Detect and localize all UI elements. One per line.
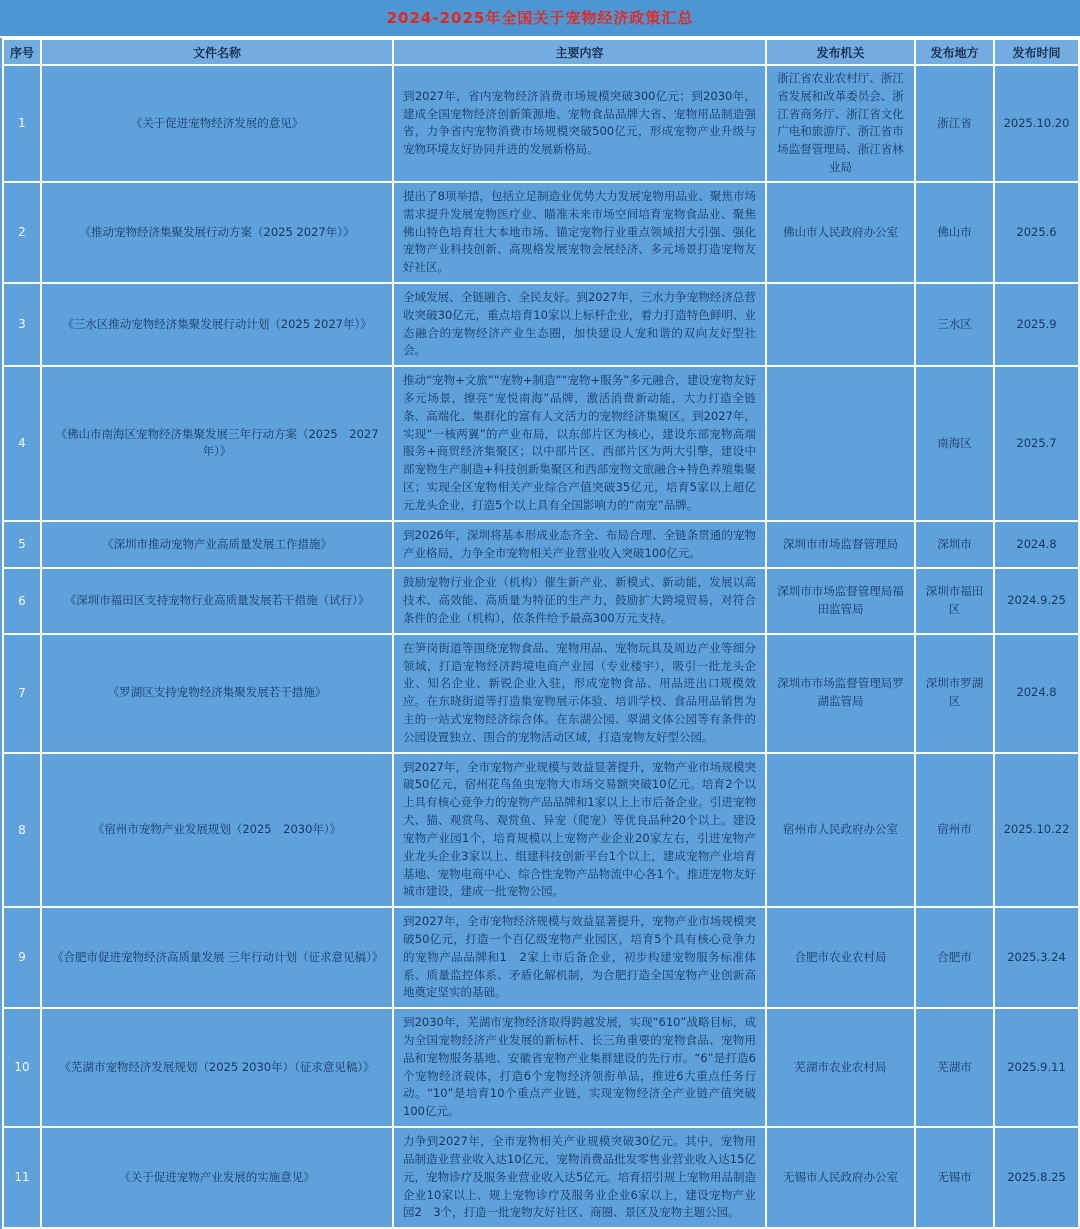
page-title: 2024-2025年全国关于宠物经济政策汇总 <box>0 0 1080 38</box>
table-row <box>3 283 1079 366</box>
issuing-agency-header: 发布机关 <box>766 39 915 65</box>
main-content-cell: 提出了8项举措，包括立足制造业优势大力发展宠物用品业、聚焦市场需求提升发展宠物医疗业、瞄准未来市场空间培育宠物食品业、聚焦佛山特色培育壮大本地市场、锚定宠物行业重点领域招大引强、强化宠物产业科技创新、高规格发展宠物会展经济、多元场景打造宠物友好社区。 <box>393 182 766 283</box>
file-name-cell: 《宿州市宠物产业发展规划（2025 2030年）》 <box>41 753 393 908</box>
table-row <box>3 521 1079 569</box>
row-number-cell: 5 <box>3 521 41 569</box>
row-number-cell: 10 <box>3 1008 41 1127</box>
row-number-cell: 3 <box>3 283 41 366</box>
issue-date-cell: 2025.7 <box>994 366 1079 521</box>
main-content-cell: 力争到2027年，全市宠物相关产业规模突破30亿元。其中，宠物用品制造业营业收入达10亿元，宠物消费品批发零售业营业收入达15亿元，宠物诊疗及服务业营业收入达5亿元。培育招引规上宠物用品制造企业10家以上、规上宠物诊疗及服务业企业6家以上，建设宠物产业园2 3个，打造一批宠物友好社区、商圈、景区及宠物主题公园。 <box>393 1127 766 1228</box>
table-row <box>3 907 1079 1008</box>
main-content-cell: 推动“宠物+文旅”“宠物+制造”“宠物+服务”多元融合，建设宠物友好多元场景，擦亮“宠悦南海”品牌，激活消费新动能，大力打造全链条、高端化、集群化的富有人文活力的宠物经济集聚区。到2027年，实现“一核两翼”的产业布局，以东部片区为核心，建设东部宠物高端服务+商贸经济集聚区；以中部片区、西部片区为两大引擎，建设中部宠物生产制造+科技创新集聚区和西部宠物文旅融合+特色养殖集聚区；实现全区宠物相关产业综合产值突破35亿元，培育5家以上超亿元龙头企业，打造5个以上具有全国影响力的“南宠”品牌。 <box>393 366 766 521</box>
table-row <box>3 182 1079 283</box>
issuing-agency-cell: 深圳市市场监督管理局福田监管局 <box>766 568 915 633</box>
file-name-cell: 《深圳市推动宠物产业高质量发展工作措施》 <box>41 521 393 569</box>
issuing-place-cell: 深圳市罗湖区 <box>915 634 994 753</box>
issuing-agency-cell: 无锡市人民政府办公室 <box>766 1127 915 1228</box>
row-number-cell: 4 <box>3 366 41 521</box>
issuing-place-cell: 合肥市 <box>915 907 994 1008</box>
issue-date-cell: 2025.3.24 <box>994 907 1079 1008</box>
issue-date-cell: 2025.10.22 <box>994 753 1079 908</box>
issuing-place-cell: 宿州市 <box>915 753 994 908</box>
policy-table <box>2 38 1080 1229</box>
main-content-cell: 到2027年，全市宠物产业规模与效益显著提升，宠物产业市场规模突破50亿元，宿州花鸟鱼虫宠物大市场交易额突破10亿元。培育2个以上具有核心竞争力的宠物产品品牌和1家以上上市后备企业。引进宠物犬、猫、观赏鸟、观赏鱼、异宠（爬宠）等优良品种20个以上。建设宠物产业园1个，培育规模以上宠物产业企业20家左右，引进宠物产业龙头企业3家以上、组建科技创新平台1个以上，建成宠物产业培育基地、宠物电商中心、综合性宠物产品物流中心各1个。推进宠物友好城市建设，建成一批宠物公园。 <box>393 753 766 908</box>
issuing-agency-cell: 合肥市农业农村局 <box>766 907 915 1008</box>
row-number-cell: 1 <box>3 65 41 182</box>
issuing-place-cell: 佛山市 <box>915 182 994 283</box>
row-number-header: 序号 <box>3 39 41 65</box>
issue-date-cell: 2025.8.25 <box>994 1127 1079 1228</box>
issue-date-header: 发布时间 <box>994 39 1079 65</box>
row-number-cell: 8 <box>3 753 41 908</box>
issuing-agency-cell: 芜湖市农业农村局 <box>766 1008 915 1127</box>
row-number-cell: 9 <box>3 907 41 1008</box>
main-content-cell: 全域发展、全链融合、全民友好。到2027年，三水力争宠物经济总营收突破30亿元，重点培育10家以上标杆企业，着力打造特色鲜明、业态融合的宠物经济产业生态圈，加快建设人宠和谐的双向友好型社会。 <box>393 283 766 366</box>
file-name-cell: 《深圳市福田区支持宠物行业高质量发展若干措施（试行）》 <box>41 568 393 633</box>
row-number-cell: 11 <box>3 1127 41 1228</box>
main-content-cell: 到2027年，全市宠物经济规模与效益显著提升，宠物产业市场规模突破50亿元，打造一个百亿级宠物产业园区，培育5个具有核心竞争力的宠物产品品牌和1 2家上市后备企业，初步构建宠物服务标准体系、质量监控体系、矛盾化解机制，为合肥打造全国宠物产业创新高地奠定坚实的基础。 <box>393 907 766 1008</box>
issuing-place-cell: 深圳市 <box>915 521 994 569</box>
table-row <box>3 366 1079 521</box>
issuing-place-header: 发布地方 <box>915 39 994 65</box>
file-name-header: 文件名称 <box>41 39 393 65</box>
file-name-cell: 《佛山市南海区宠物经济集聚发展三年行动方案（2025 2027年）》 <box>41 366 393 521</box>
issuing-place-cell: 浙江省 <box>915 65 994 182</box>
file-name-cell: 《关于促进宠物经济发展的意见》 <box>41 65 393 182</box>
main-content-cell: 到2030年，芜湖市宠物经济取得跨越发展，实现“610”战略目标，成为全国宠物经济产业发展的新标杆、长三角重要的宠物食品、宠物用品和宠物服务基地、安徽省宠物产业集群建设的先行市。“6”是打造6个宠物经济载体，打造6个宠物经济领衔单品，推进6大重点任务行动。“10”是培育10个重点产业链，实现宠物经济全产业链产值突破100亿元。 <box>393 1008 766 1127</box>
issuing-agency-cell: 浙江省农业农村厅、浙江省发展和改革委员会、浙江省商务厅、浙江省文化广电和旅游厅、浙江省市场监督管理局、浙江省林业局 <box>766 65 915 182</box>
row-number-cell: 7 <box>3 634 41 753</box>
table-row <box>3 1008 1079 1127</box>
issuing-agency-cell: 佛山市人民政府办公室 <box>766 182 915 283</box>
main-content-cell: 鼓励宠物行业企业（机构）催生新产业、新模式、新动能，发展以高技术、高效能、高质量为特征的生产力，鼓励扩大跨境贸易，对符合条件的企业（机构），依条件给予最高300万元支持。 <box>393 568 766 633</box>
issuing-agency-cell: 宿州市人民政府办公室 <box>766 753 915 908</box>
table-row <box>3 65 1079 182</box>
issuing-place-cell: 三水区 <box>915 283 994 366</box>
issue-date-cell: 2024.9.25 <box>994 568 1079 633</box>
main-content-cell: 到2027年，省内宠物经济消费市场规模突破300亿元；到2030年，建成全国宠物经济创新策源地、宠物食品品牌大省、宠物用品制造强省，力争省内宠物消费市场规模突破500亿元，形成宠物产业升级与宠物环境友好协同并进的发展新格局。 <box>393 65 766 182</box>
issue-date-cell: 2024.8 <box>994 634 1079 753</box>
table-row <box>3 1127 1079 1228</box>
issuing-agency-cell <box>766 283 915 366</box>
main-content-header: 主要内容 <box>393 39 766 65</box>
issue-date-cell: 2025.10.20 <box>994 65 1079 182</box>
file-name-cell: 《合肥市促进宠物经济高质量发展 三年行动计划（征求意见稿）》 <box>41 907 393 1008</box>
issue-date-cell: 2025.9.11 <box>994 1008 1079 1127</box>
file-name-cell: 《三水区推动宠物经济集聚发展行动计划（2025 2027年）》 <box>41 283 393 366</box>
table-row <box>3 634 1079 753</box>
issuing-agency-cell: 深圳市市场监督管理局罗湖监管局 <box>766 634 915 753</box>
file-name-cell: 《推动宠物经济集聚发展行动方案（2025 2027年）》 <box>41 182 393 283</box>
issuing-agency-cell <box>766 366 915 521</box>
issuing-place-cell: 无锡市 <box>915 1127 994 1228</box>
issuing-place-cell: 深圳市福田区 <box>915 568 994 633</box>
issuing-place-cell: 南海区 <box>915 366 994 521</box>
header-row <box>3 39 1079 65</box>
row-number-cell: 6 <box>3 568 41 633</box>
file-name-cell: 《罗湖区支持宠物经济集聚发展若干措施》 <box>41 634 393 753</box>
file-name-cell: 《芜湖市宠物经济发展规划（2025 2030年）（征求意见稿）》 <box>41 1008 393 1127</box>
main-content-cell: 在笋岗街道等围绕宠物食品、宠物用品、宠物玩具及周边产业等细分领域，打造宠物经济跨境电商产业园（专业楼宇），吸引一批龙头企业、知名企业、新锐企业入驻，形成宠物食品、用品进出口规模效应。在东晓街道等打造集宠物展示体验、培训学校、食品用品销售为主的一站式宠物经济综合体。在东湖公园、翠湖文体公园等有条件的公园设置独立、围合的宠物活动区域，打造宠物友好型公园。 <box>393 634 766 753</box>
issuing-place-cell: 芜湖市 <box>915 1008 994 1127</box>
issue-date-cell: 2024.8 <box>994 521 1079 569</box>
table-row <box>3 753 1079 908</box>
row-number-cell: 2 <box>3 182 41 283</box>
issue-date-cell: 2025.9 <box>994 283 1079 366</box>
issuing-agency-cell: 深圳市市场监督管理局 <box>766 521 915 569</box>
table-row <box>3 568 1079 633</box>
table-body <box>3 65 1079 1228</box>
issue-date-cell: 2025.6 <box>994 182 1079 283</box>
file-name-cell: 《关于促进宠物产业发展的实施意见》 <box>41 1127 393 1228</box>
main-content-cell: 到2026年，深圳将基本形成业态齐全、布局合理、全链条贯通的宠物产业格局，力争全市宠物相关产业营业收入突破100亿元。 <box>393 521 766 569</box>
